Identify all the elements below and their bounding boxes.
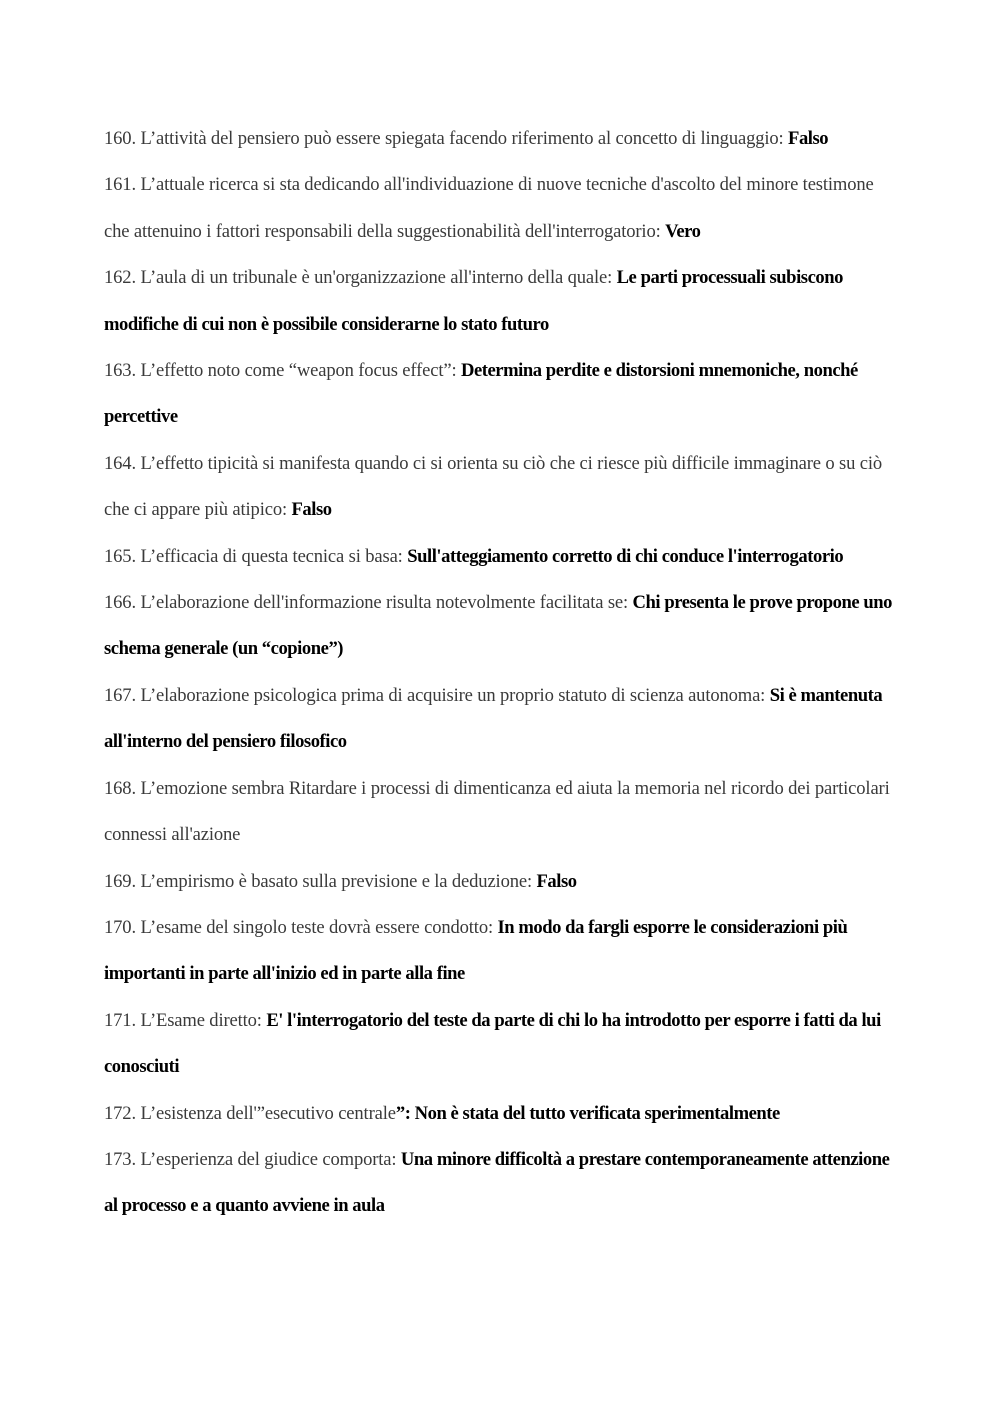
answer-text: Falso: [536, 870, 577, 892]
answer-text: Sull'atteggiamento corretto di chi conduce l'interrogatorio: [407, 545, 844, 567]
answer-text: Chi presenta le prove propone uno schema generale (un “copione”): [104, 592, 892, 660]
answer-text: Vero: [665, 220, 701, 242]
question-item-173: [104, 1137, 894, 1230]
question-number: 165.: [104, 545, 136, 567]
question-number: 163.: [104, 360, 136, 382]
document-page: [104, 116, 894, 1230]
question-item-161: [104, 162, 894, 255]
question-item-169: [104, 859, 894, 905]
answer-text: ”: Non è stata del tutto verificata sperimentalmente: [395, 1102, 780, 1124]
question-number: 167.: [104, 684, 136, 706]
question-text: L’esperienza del giudice comporta:: [140, 1148, 401, 1170]
question-number: 160.: [104, 128, 136, 149]
question-item-166: [104, 580, 894, 673]
answer-text: In modo da fargli esporre le considerazioni più importanti in parte all'inizio ed in parte alla fine: [104, 916, 848, 985]
question-text: L’esame del singolo teste dovrà essere condotto:: [140, 916, 498, 938]
question-text: L’empirismo è basato sulla previsione e la deduzione:: [140, 870, 537, 892]
question-text: L’efficacia di questa tecnica si basa:: [140, 545, 408, 567]
answer-text: Falso: [788, 128, 829, 149]
question-number: 164.: [104, 452, 136, 474]
question-text: L’attività del pensiero può essere spiegata facendo riferimento al concetto di linguaggio:: [140, 128, 789, 149]
question-number: 162.: [104, 267, 136, 289]
question-item-167: [104, 673, 894, 766]
question-number: 161.: [104, 174, 136, 196]
question-item-165: [104, 534, 894, 580]
question-item-164: [104, 441, 894, 534]
question-item-160: [104, 116, 894, 162]
question-number: 169.: [104, 870, 136, 892]
answer-text: E' l'interrogatorio del teste da parte di chi lo ha introdotto per esporre i fatti da lui conosciuti: [104, 1009, 881, 1078]
question-number: 173.: [104, 1148, 136, 1170]
question-number: 172.: [104, 1102, 136, 1124]
question-text: L’attuale ricerca si sta dedicando all'individuazione di nuove tecniche d'ascolto del minore testimone che attenuino i fattori responsabili della suggestionabilità dell'interrogatorio:: [104, 174, 874, 242]
answer-text: Si è mantenuta all'interno del pensiero filosofico: [104, 684, 883, 753]
question-text: L’effetto noto come “weapon focus effect”:: [140, 360, 461, 382]
answer-text: Falso: [291, 499, 332, 521]
question-text: L’effetto tipicità si manifesta quando ci si orienta su ciò che ci riesce più difficile immaginare o su ciò che ci appare più atipico:: [104, 452, 883, 521]
question-text: L’elaborazione psicologica prima di acquisire un proprio statuto di scienza autonoma:: [140, 684, 770, 706]
question-number: 171.: [104, 1009, 136, 1031]
question-item-168: [104, 766, 894, 859]
question-item-172: [104, 1091, 894, 1137]
question-item-171: [104, 998, 894, 1091]
answer-text: Una minore difficoltà a prestare contemporaneamente attenzione al processo e a quanto avviene in aula: [104, 1148, 890, 1217]
question-text: L’esistenza dell'”esecutivo centrale: [140, 1102, 396, 1124]
answer-text: Le parti processuali subiscono modifiche di cui non è possibile considerarne lo stato futuro: [104, 267, 843, 335]
question-text: L’Esame diretto:: [140, 1009, 267, 1031]
question-number: 166.: [104, 592, 136, 614]
answer-text: Determina perdite e distorsioni mnemoniche, nonché percettive: [104, 360, 858, 428]
question-item-163: [104, 348, 894, 441]
question-text: L’aula di un tribunale è un'organizzazione all'interno della quale:: [140, 267, 617, 289]
question-item-162: [104, 255, 894, 348]
question-text: L’emozione sembra Ritardare i processi di dimenticanza ed aiuta la memoria nel ricordo dei particolari connessi all'azione: [104, 777, 890, 846]
question-item-170: [104, 905, 894, 998]
question-number: 170.: [104, 916, 136, 938]
question-text: L’elaborazione dell'informazione risulta notevolmente facilitata se:: [140, 592, 633, 614]
question-number: 168.: [104, 777, 136, 799]
